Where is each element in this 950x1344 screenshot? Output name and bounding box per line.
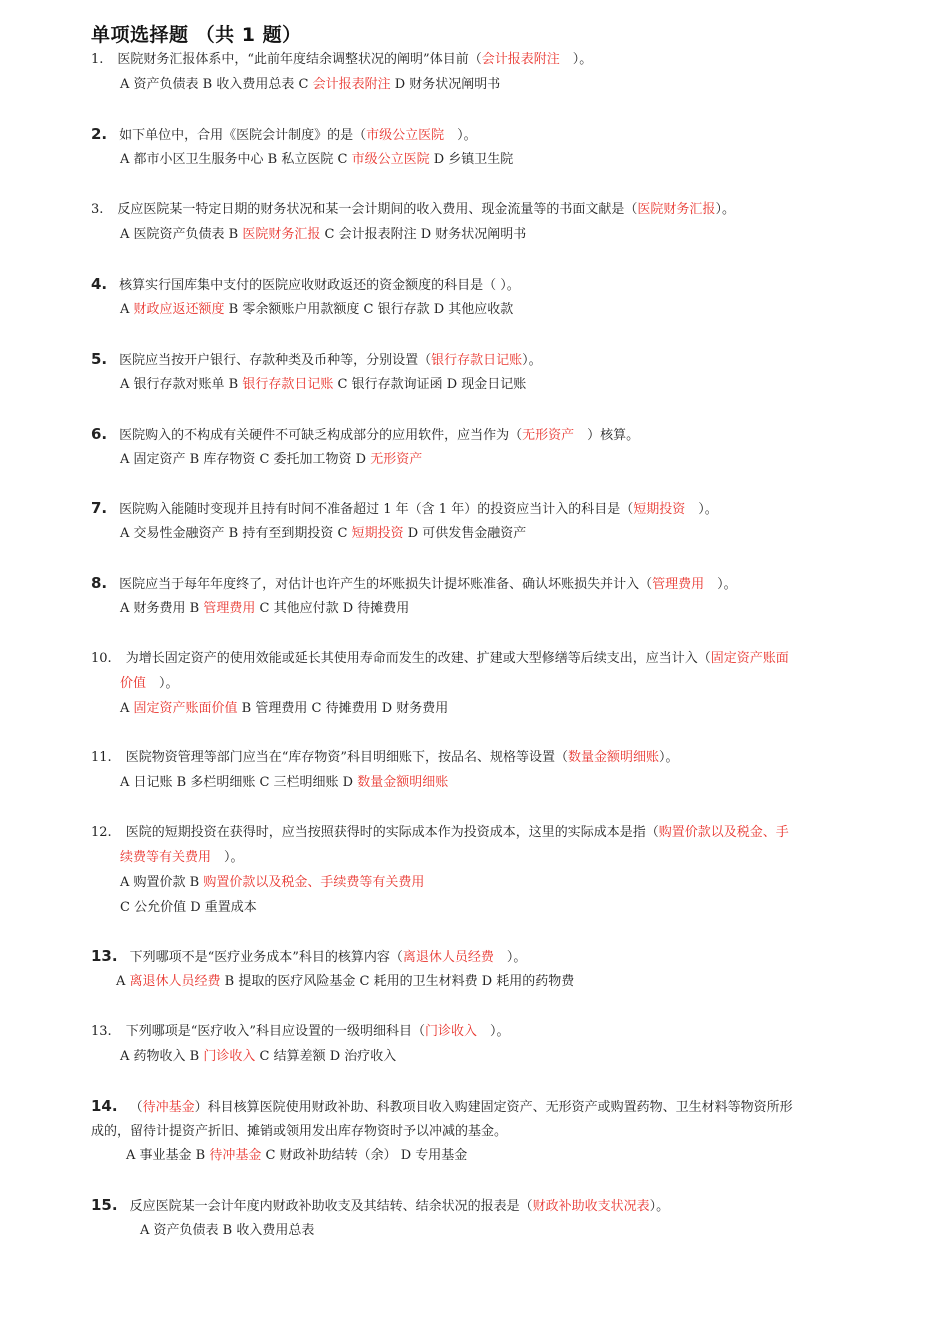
- question-number: 3.: [91, 202, 104, 217]
- question-7: [91, 496, 718, 522]
- question-text: 核算实行国库集中支付的医院应收财政返还的资金额度的科目是（ ）。: [119, 278, 520, 293]
- answer-text: 市级公立医院: [366, 128, 445, 143]
- option-text: A 药物收入 B: [120, 1049, 204, 1064]
- answer-text: 会计报表附注: [481, 52, 560, 67]
- question-text-end: ）。: [477, 1024, 510, 1039]
- correct-option: 固定资产账面价值: [133, 701, 238, 716]
- question-number: 13.: [91, 1024, 112, 1039]
- question-number: 11.: [91, 750, 112, 765]
- question-10: [91, 646, 789, 671]
- question-text-end: ）。: [685, 502, 718, 517]
- option-text: D 乡镇卫生院: [429, 152, 514, 167]
- answer-text: 无形资产: [522, 428, 575, 443]
- question-text-end: ）。: [715, 202, 735, 217]
- question-6: [91, 422, 639, 448]
- correct-option: 会计报表附注: [312, 77, 391, 92]
- question-number: 8.: [91, 574, 108, 592]
- question-text: 医院的短期投资在获得时，应当按照获得时的实际成本作为投资成本，这里的实际成本是指（: [125, 825, 659, 840]
- question-14: [91, 1094, 793, 1120]
- answer-text: 离退休人员经费: [402, 950, 494, 965]
- correct-option: 财政应返还额度: [133, 302, 225, 317]
- question-12: [91, 820, 789, 845]
- options-4: [120, 297, 513, 322]
- question-text-end: ）。: [559, 52, 593, 67]
- answer-text: 银行存款日记账: [431, 353, 523, 368]
- question-text-end: ）。: [211, 850, 244, 865]
- options-5: [120, 372, 526, 397]
- question-13b: [91, 1019, 510, 1044]
- option-text: C 财政补助结转（余） D 专用基金: [261, 1148, 468, 1163]
- answer-text: 购置价款以及税金、手: [658, 825, 789, 840]
- option-text: A 都市小区卫生服务中心 B 私立医院 C: [120, 152, 352, 167]
- answer-text: 待冲基金: [142, 1100, 195, 1115]
- question-10-cont: [120, 671, 179, 696]
- answer-text: 价值: [120, 676, 147, 691]
- question-text: 医院应当于每年年度终了，对估计也许产生的坏账损失计提坏账准备、确认坏账损失并计入（: [119, 577, 653, 592]
- question-text-end: ）核算。: [574, 428, 640, 443]
- answer-text: 固定资产账面: [710, 651, 789, 666]
- correct-option: 无形资产: [370, 452, 423, 467]
- option-text: A: [120, 302, 134, 317]
- option-text: B 管理费用 C 待摊费用 D 财务费用: [237, 701, 449, 716]
- question-text: 医院财务汇报体系中，“此前年度结余调整状况的阐明”体目前（: [117, 52, 482, 67]
- option-text: A 日记账 B 多栏明细账 C 三栏明细账 D: [120, 775, 358, 790]
- option-text: A 事业基金 B: [126, 1148, 210, 1163]
- question-13a: [91, 944, 526, 970]
- question-number: 12.: [91, 825, 112, 840]
- correct-option: 医院财务汇报: [242, 227, 321, 242]
- correct-option: 市级公立医院: [351, 152, 430, 167]
- options-3: [120, 222, 526, 247]
- question-text: 成的，留待计提资产折旧、摊销或领用发出库存物资时予以冲减的基金。: [91, 1124, 508, 1139]
- correct-option: 购置价款以及税金、手续费等有关费用: [203, 875, 425, 890]
- question-11: [91, 745, 679, 770]
- question-3: [91, 197, 735, 222]
- question-text-end: ）。: [444, 128, 477, 143]
- option-text: A: [116, 974, 130, 989]
- question-number: 1.: [91, 52, 104, 67]
- question-text: 医院应当按开户银行、存款种类及币种等，分别设置（: [119, 353, 432, 368]
- options-8: [120, 596, 409, 621]
- correct-option: 待冲基金: [209, 1148, 262, 1163]
- option-text: D 可供发售金融资产: [403, 526, 527, 541]
- answer-text: 医院财务汇报: [637, 202, 716, 217]
- option-text: A 交易性金融资产 B 持有至到期投资 C: [120, 526, 352, 541]
- options-12: [120, 870, 424, 895]
- correct-option: 数量金额明细账: [357, 775, 449, 790]
- question-number: 10.: [91, 651, 112, 666]
- option-text: A 资产负债表 B 收入费用总表 C: [120, 77, 313, 92]
- option-text: A 购置价款 B: [120, 875, 204, 890]
- option-text: A 医院资产负债表 B: [120, 227, 243, 242]
- answer-text: 数量金额明细账: [567, 750, 659, 765]
- question-text: 反应医院某一会计年度内财政补助收支及其结转、结余状况的报表是（: [129, 1199, 533, 1214]
- option-text: D 财务状况阐明书: [390, 77, 501, 92]
- question-text-end: ）。: [649, 1199, 670, 1214]
- option-text: C 公允价值 D 重置成本: [120, 900, 257, 915]
- question-text-end: ）。: [522, 353, 542, 368]
- option-text: B 零余额账户用款额度 C 银行存款 D 其他应收款: [224, 302, 514, 317]
- answer-text: 短期投资: [633, 502, 686, 517]
- options-6: [120, 447, 422, 472]
- options-11: [120, 770, 448, 795]
- question-number: 14.: [91, 1097, 118, 1115]
- options-2: [120, 147, 513, 172]
- question-text: 如下单位中，合用《医院会计制度》的是（: [119, 128, 367, 143]
- answer-text: 续费等有关费用: [120, 850, 212, 865]
- option-text: C 会计报表附注 D 财务状况阐明书: [320, 227, 527, 242]
- question-number: 7.: [91, 499, 108, 517]
- question-number: 2.: [91, 125, 108, 143]
- options-13b: [120, 1044, 396, 1069]
- option-text: A 财务费用 B: [120, 601, 204, 616]
- answer-text: 管理费用: [652, 577, 705, 592]
- options-10: [120, 696, 448, 721]
- question-2: [91, 122, 477, 148]
- question-text: 下列哪项是“医疗收入”科目应设置的一级明细科目（: [125, 1024, 425, 1039]
- question-text: 医院购入能随时变现并且持有时间不准备超过 1 年（含 1 年）的投资应当计入的科目是（: [119, 502, 634, 517]
- question-text: 医院购入的不构成有关硬件不可缺乏构成部分的应用软件，应当作为（: [119, 428, 523, 443]
- options-7: [120, 521, 526, 546]
- question-number: 15.: [91, 1196, 118, 1214]
- question-number: 6.: [91, 425, 108, 443]
- question-4: [91, 272, 520, 298]
- option-text: A: [120, 701, 134, 716]
- question-1: [91, 47, 592, 72]
- question-number: 13.: [91, 947, 118, 965]
- question-text: 反应医院某一特定日期的财务状况和某一会计期间的收入费用、现金流量等的书面文献是（: [117, 202, 638, 217]
- question-number: 5.: [91, 350, 108, 368]
- question-8: [91, 571, 737, 597]
- question-text-end: ）。: [659, 750, 679, 765]
- correct-option: 银行存款日记账: [242, 377, 334, 392]
- option-text: B 提取的医疗风险基金 C 耗用的卫生材料费 D 耗用的药物费: [220, 974, 575, 989]
- question-text-end: ）。: [704, 577, 737, 592]
- question-text: 医院物资管理等部门应当在“库存物资”科目明细账下，按品名、规格等设置（: [125, 750, 568, 765]
- question-text-end: ）。: [146, 676, 179, 691]
- options-15: [140, 1218, 314, 1243]
- option-text: A 银行存款对账单 B: [120, 377, 243, 392]
- answer-text: 财政补助收支状况表: [532, 1199, 650, 1214]
- correct-option: 短期投资: [351, 526, 404, 541]
- option-text: A 资产负债表 B 收入费用总表: [140, 1223, 315, 1238]
- question-text: 下列哪项不是“医疗业务成本”科目的核算内容（: [129, 950, 403, 965]
- answer-text: 门诊收入: [424, 1024, 477, 1039]
- question-text-end: ）。: [493, 950, 527, 965]
- question-text: （: [129, 1100, 143, 1115]
- option-text: A 固定资产 B 库存物资 C 委托加工物资 D: [120, 452, 371, 467]
- option-text: C 结算差额 D 治疗收入: [255, 1049, 397, 1064]
- option-text: C 银行存款询证函 D 现金日记账: [333, 377, 527, 392]
- question-5: [91, 347, 542, 373]
- correct-option: 管理费用: [203, 601, 256, 616]
- correct-option: 门诊收入: [203, 1049, 256, 1064]
- page-title: 单项选择题 （共 1 题）: [91, 24, 302, 46]
- question-14-cont: [91, 1119, 507, 1144]
- question-text-end: ）科目核算医院使用财政补助、科教项目收入购建固定资产、无形资产或购置药物、卫生材料等物资所形: [194, 1100, 793, 1115]
- question-12-cont: [120, 845, 244, 870]
- options-13a: [116, 969, 574, 994]
- options-1: [120, 72, 500, 97]
- correct-option: 离退休人员经费: [129, 974, 221, 989]
- question-number: 4.: [91, 275, 108, 293]
- option-text: C 其他应付款 D 待摊费用: [255, 601, 410, 616]
- question-text: 为增长固定资产的使用效能或延长其使用寿命而发生的改建、扩建或大型修缮等后续支出，应当计入（: [125, 651, 711, 666]
- options-12-line2: [120, 895, 257, 920]
- question-15: [91, 1193, 669, 1219]
- options-14: [126, 1143, 467, 1168]
